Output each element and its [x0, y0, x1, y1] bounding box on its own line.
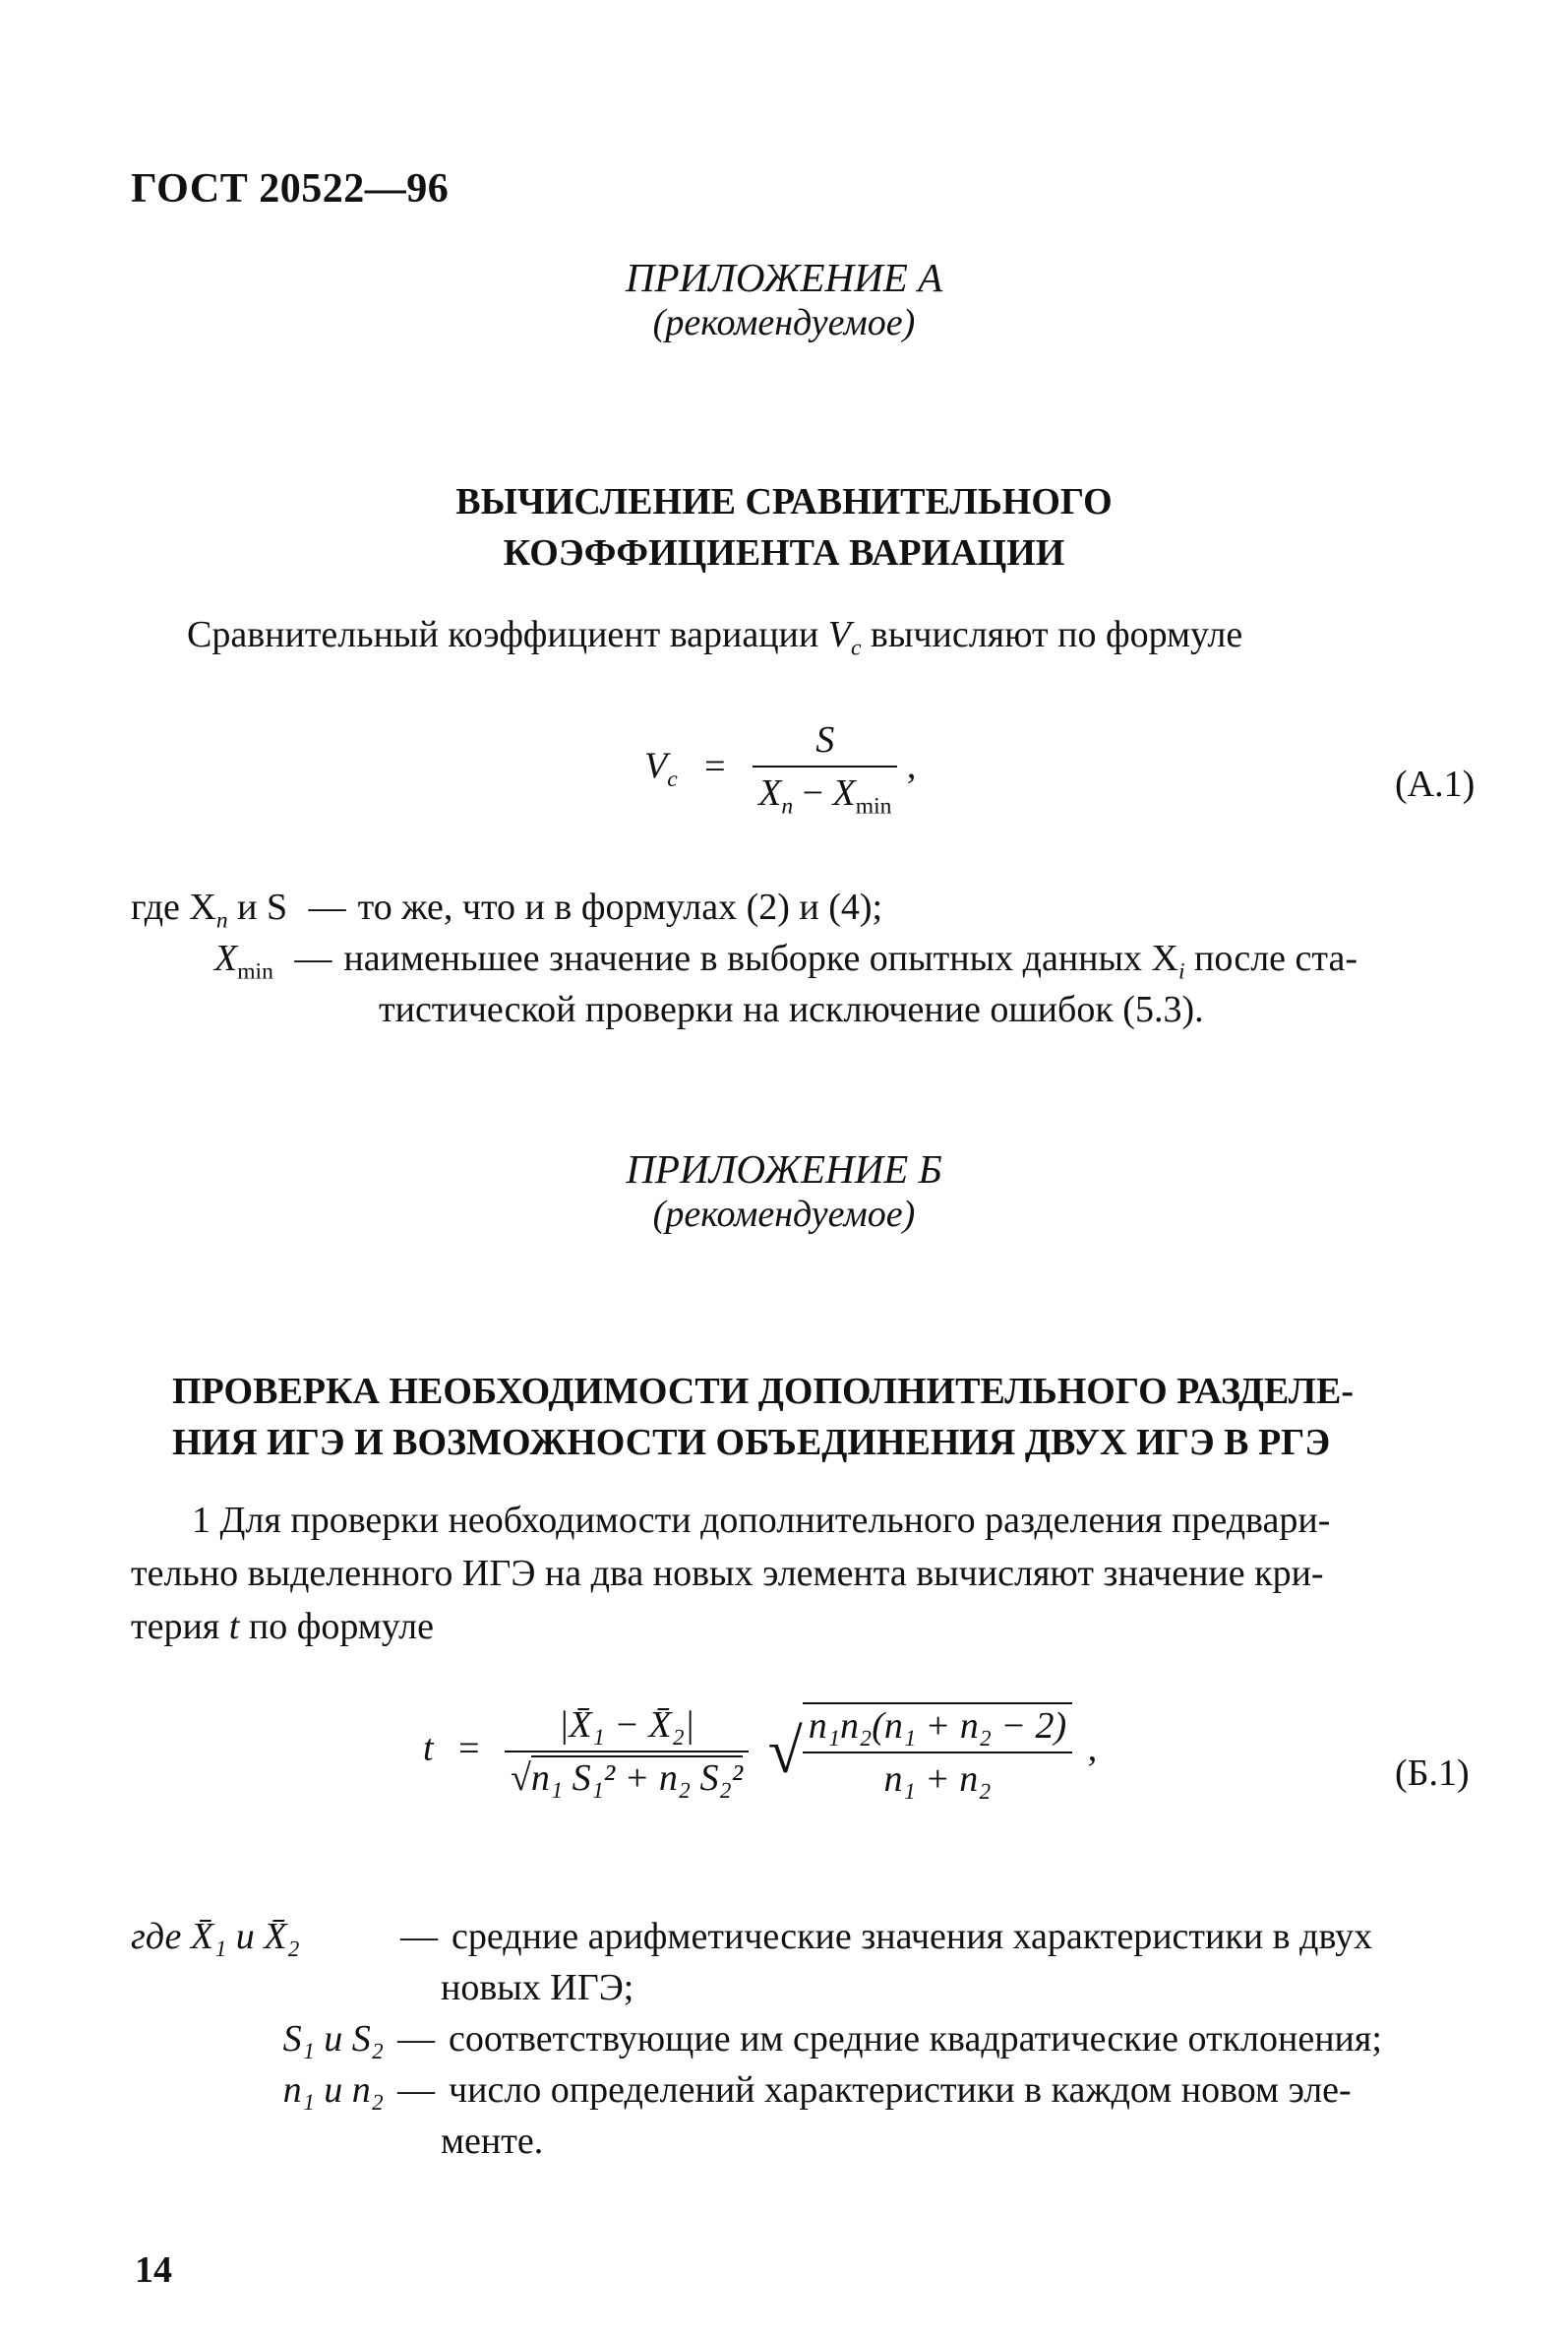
intro-text-before: Сравнительный коэффициент вариации [187, 614, 828, 655]
para-line-1: 1 Для проверки необходимости дополнительного разделения предвари- [192, 1500, 1331, 1541]
formula-b1 [423, 1702, 1097, 1801]
formula-a1 [644, 718, 916, 821]
intro-text-after: вычисляют по формуле [861, 614, 1243, 655]
formula-b1-denominator-1: √n₁ S₁² + n₂ S₂² [511, 1757, 744, 1799]
formula-a1-fraction [753, 718, 897, 821]
appendix-a-section-title-line2: КОЭФФИЦИЕНТА ВАРИАЦИИ [503, 532, 1065, 574]
appendix-a-section-title-line1: ВЫЧИСЛЕНИЕ СРАВНИТЕЛЬНОГО [455, 481, 1113, 523]
formula-b1-numerator-1: |X̄₁ − X̄₂| [505, 1703, 749, 1752]
appendix-a-def-2-line2: тистической проверки на исключение ошибок (5.3). [379, 989, 1204, 1030]
formula-b1-numerator-2: n₁n₂(n₁ + n₂ − 2) [803, 1704, 1072, 1753]
intro-symbol: V [827, 614, 851, 655]
appendix-b-def-3-line2: менте. [441, 2121, 544, 2162]
formula-a1-denominator: $X_n - X_{min}$ [758, 772, 892, 820]
appendix-a-status: (рекомендуемое) [652, 302, 916, 343]
para-line-3: терия t по формуле [131, 1606, 434, 1647]
formula-b1-fraction-1 [505, 1703, 749, 1800]
appendix-a-title: ПРИЛОЖЕНИЕ А [625, 255, 943, 300]
formula-a1-equals: = [704, 745, 726, 787]
appendix-b-def-1-line2: новых ИГЭ; [441, 1967, 634, 2008]
appendix-b-def-3: n₁ и n₂ — число определений характеристики в каждом новом эле- [282, 2069, 1352, 2111]
appendix-b-paragraph [131, 1494, 1488, 1653]
appendix-b-section-title [172, 1366, 1354, 1468]
page-number: 14 [135, 2249, 172, 2291]
appendix-a-def-1: где $X_n$ и S — то же, что и в формулах (2) и (4); [131, 887, 883, 934]
formula-a1-number: (А.1) [1395, 764, 1476, 805]
formula-b1-sqrt: √ $\frac{\text{n₁n₂(n₁ + n₂ − 2)}}{\text{n₁ + n₂}}$ [768, 1702, 1073, 1801]
formula-b1-equals: = [458, 1727, 480, 1769]
appendix-b-section-title-line1: ПРОВЕРКА НЕОБХОДИМОСТИ ДОПОЛНИТЕЛЬНОГО РАЗДЕЛЕ- [172, 1371, 1355, 1412]
appendix-b-def-1: где X̄₁ и X̄₂ — средние арифметические значения характеристики в двух [131, 1916, 1373, 1957]
formula-b1-number: (Б.1) [1395, 1752, 1470, 1794]
document-code: ГОСТ 20522—96 [131, 166, 450, 212]
appendix-b-status: (рекомендуемое) [652, 1194, 916, 1235]
appendix-a-def-2: $X_{min}$ — наименьшее значение в выборке опытных данных $X_i$ после ста- [214, 938, 1357, 985]
appendix-b-section-title-line2: НИЯ ИГЭ И ВОЗМОЖНОСТИ ОБЪЕДИНЕНИЯ ДВУХ ИГЭ В РГЭ [172, 1422, 1331, 1463]
para-line-2: тельно выделенного ИГЭ на два новых элемента вычисляют значение кри- [131, 1553, 1324, 1594]
formula-a1-numerator: S [753, 718, 897, 768]
appendix-b-def-2: S₁ и S₂ — соответствующие им средние квадратические отклонения; [282, 2018, 1382, 2059]
appendix-a-section-title [0, 476, 1568, 579]
appendix-a-intro [187, 608, 1242, 675]
formula-a1-lhs-sub: c [667, 767, 678, 793]
formula-b1-denominator-2: n₁ + n₂ [883, 1758, 992, 1800]
appendix-b-title: ПРИЛОЖЕНИЕ Б [626, 1146, 942, 1192]
formula-b1-comma: , [1087, 1727, 1098, 1769]
formula-a1-comma: , [906, 745, 917, 787]
intro-symbol-sub: c [850, 635, 862, 661]
formula-b1-lhs: t [423, 1727, 434, 1769]
formula-a1-lhs: V [644, 745, 668, 787]
